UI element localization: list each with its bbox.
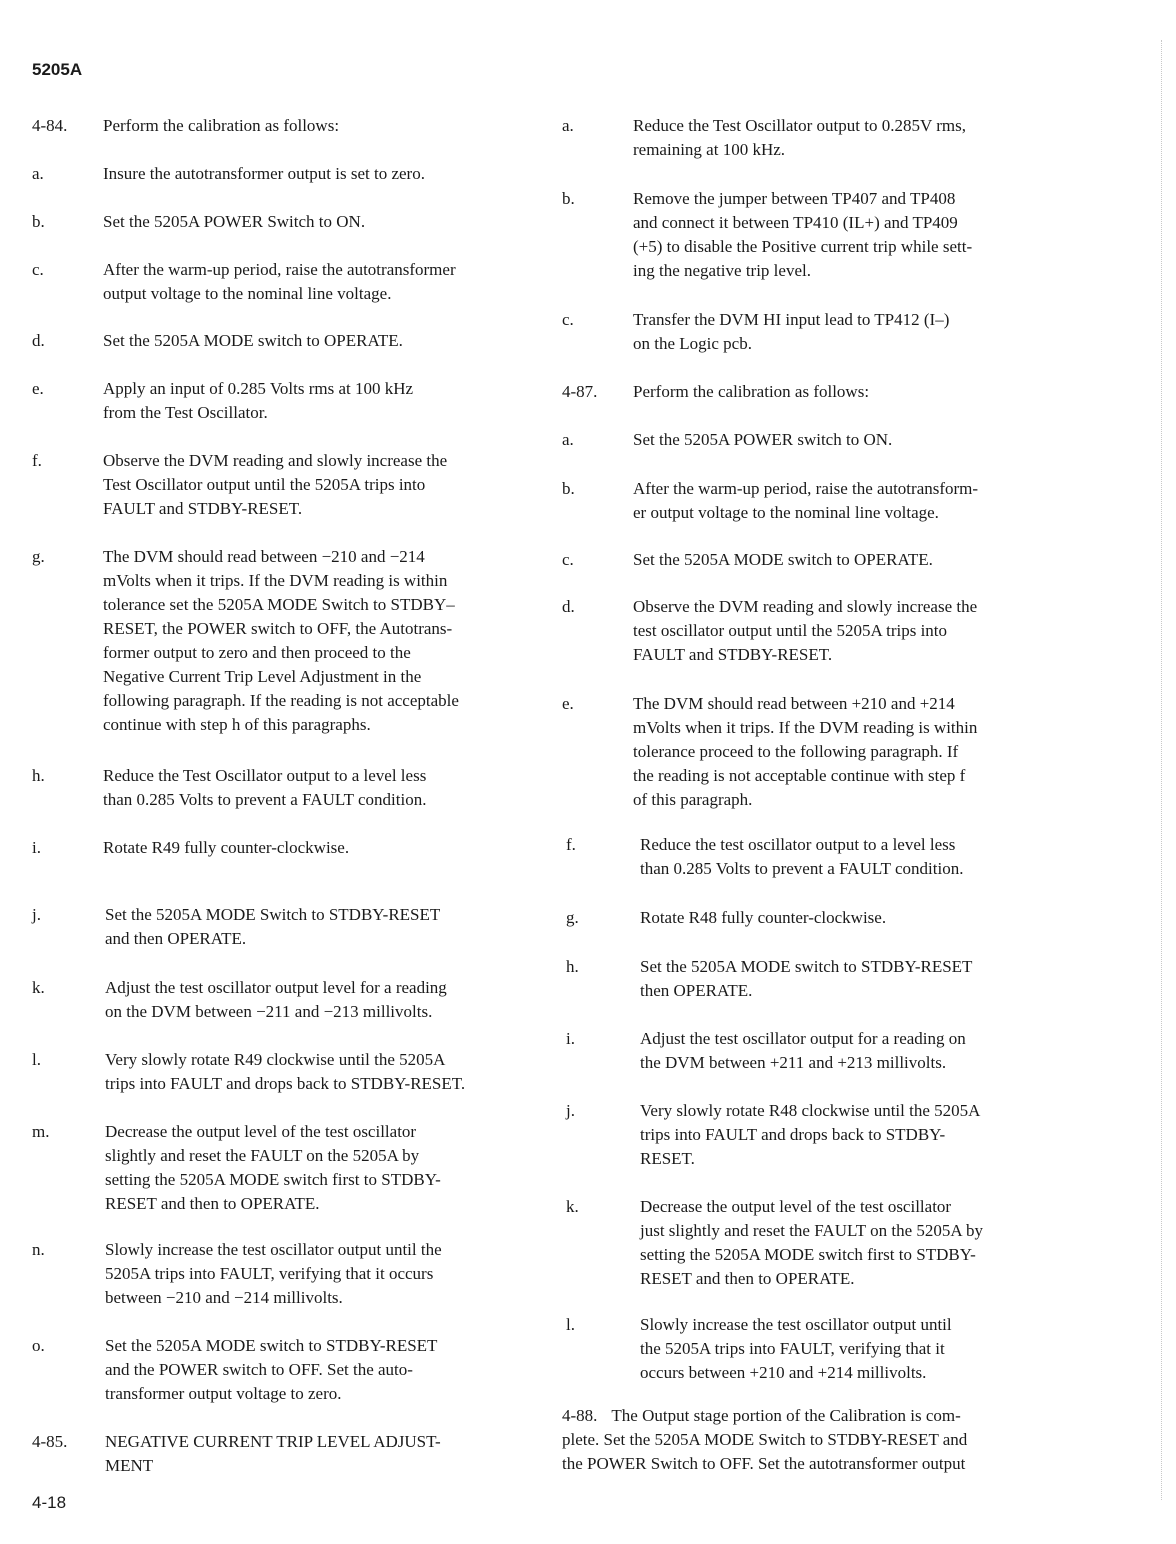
step-label: a. (32, 164, 44, 183)
step-label: c. (32, 260, 44, 279)
step-text-line: 5205A trips into FAULT, verifying that it occurs (105, 1264, 434, 1283)
step-text-line: Slowly increase the test oscillator output until (640, 1315, 952, 1334)
step-label: j. (32, 905, 41, 924)
step-label: e. (562, 694, 574, 713)
step-text-line: RESET. (640, 1149, 695, 1168)
step-text-line: trips into FAULT and drops back to STDBY-RESET. (105, 1074, 466, 1093)
paragraph-text-line: plete. Set the 5205A MODE Switch to STDBY-RESET and (562, 1430, 968, 1449)
step-text-line: Set the 5205A MODE switch to STDBY-RESET (640, 957, 973, 976)
step-label: g. (32, 547, 45, 566)
step-text-line: Set the 5205A MODE switch to OPERATE. (103, 331, 403, 350)
step-text-line: Reduce the Test Oscillator output to 0.285V rms, (633, 116, 966, 135)
scan-edge-marks (1157, 40, 1162, 1500)
section-heading-line: MENT (105, 1456, 154, 1475)
paragraph-4-88 (562, 1404, 967, 1476)
step-text-line: Test Oscillator output until the 5205A trips into (103, 475, 426, 494)
step-text-line: from the Test Oscillator. (103, 403, 268, 422)
step-text-line: Transfer the DVM HI input lead to TP412 (I–) (633, 310, 950, 329)
step-text-line: and the POWER switch to OFF. Set the auto- (105, 1360, 413, 1379)
step-label: c. (562, 550, 574, 569)
step-label: h. (32, 766, 45, 785)
paragraph-text-line: The Output stage portion of the Calibration is com- (611, 1406, 961, 1425)
step-label: d. (562, 597, 575, 616)
step-text-line: Rotate R48 fully counter-clockwise. (640, 908, 887, 927)
step-label: 4-87. (562, 382, 598, 401)
step-label: b. (562, 189, 575, 208)
step-text-line: Set the 5205A MODE switch to STDBY-RESET (105, 1336, 438, 1355)
step-text-line: Set the 5205A MODE switch to OPERATE. (633, 550, 933, 569)
step-text-line: Adjust the test oscillator output level for a reading (105, 978, 447, 997)
page-header-model: 5205A (32, 60, 83, 79)
step-text-line: tolerance proceed to the following paragraph. If (633, 742, 959, 761)
section-heading-line: NEGATIVE CURRENT TRIP LEVEL ADJUST- (105, 1432, 441, 1451)
step-text-line: output voltage to the nominal line voltage. (103, 284, 392, 303)
step-text-line: the reading is not acceptable continue with step f (633, 766, 966, 785)
step-text-line: on the Logic pcb. (633, 334, 752, 353)
step-text-line: occurs between +210 and +214 millivolts. (640, 1363, 927, 1382)
step-label: d. (32, 331, 45, 350)
step-text-line: RESET and then to OPERATE. (105, 1194, 320, 1213)
step-label: g. (566, 908, 579, 927)
step-label: l. (566, 1315, 575, 1334)
step-text-line: FAULT and STDBY-RESET. (103, 499, 303, 518)
step-text-line: Reduce the Test Oscillator output to a level less (103, 766, 427, 785)
step-text-line: Very slowly rotate R48 clockwise until the 5205A (640, 1101, 981, 1120)
step-text-line: Reduce the test oscillator output to a level less (640, 835, 956, 854)
step-label: n. (32, 1240, 45, 1259)
step-text-line: tolerance set the 5205A MODE Switch to STDBY– (103, 595, 455, 614)
step-label: b. (32, 212, 45, 231)
step-text-line: FAULT and STDBY-RESET. (633, 645, 833, 664)
step-text-line: mVolts when it trips. If the DVM reading is within (103, 571, 448, 590)
step-text-line: than 0.285 Volts to prevent a FAULT condition. (103, 790, 427, 809)
step-label: l. (32, 1050, 41, 1069)
step-text-line: following paragraph. If the reading is not acceptable (103, 691, 459, 710)
step-text-line: and connect it between TP410 (IL+) and TP409 (633, 213, 958, 232)
step-text-line: the DVM between +211 and +213 millivolts. (640, 1053, 947, 1072)
paragraph-number: 4-88. (562, 1406, 598, 1425)
step-text-line: Slowly increase the test oscillator output until the (105, 1240, 442, 1259)
step-label: f. (566, 835, 576, 854)
step-text-line: former output to zero and then proceed to the (103, 643, 411, 662)
step-label: h. (566, 957, 579, 976)
step-label: j. (566, 1101, 575, 1120)
step-text-line: RESET and then to OPERATE. (640, 1269, 855, 1288)
step-text-line: RESET, the POWER switch to OFF, the Autotrans- (103, 619, 453, 638)
step-text-line: between −210 and −214 millivolts. (105, 1288, 343, 1307)
step-text-line: Observe the DVM reading and slowly increase the (633, 597, 978, 616)
step-text-line: than 0.285 Volts to prevent a FAULT condition. (640, 859, 964, 878)
step-text-line: Insure the autotransformer output is set to zero. (103, 164, 425, 183)
step-label: i. (566, 1029, 575, 1048)
step-label: i. (32, 838, 41, 857)
step-label: o. (32, 1336, 45, 1355)
step-text-line: Decrease the output level of the test oscillator (640, 1197, 952, 1216)
step-text-line: remaining at 100 kHz. (633, 140, 786, 159)
step-text-line: setting the 5205A MODE switch first to STDBY- (105, 1170, 441, 1189)
step-text-line: mVolts when it trips. If the DVM reading is within (633, 718, 978, 737)
step-text-line: er output voltage to the nominal line voltage. (633, 503, 939, 522)
step-label: 4-85. (32, 1432, 68, 1451)
step-text-line: The DVM should read between +210 and +214 (633, 694, 955, 713)
paragraph-text-line: the POWER Switch to OFF. Set the autotransformer output (562, 1454, 966, 1473)
step-label: f. (32, 451, 42, 470)
step-text-line: test oscillator output until the 5205A trips into (633, 621, 948, 640)
step-text-line: Adjust the test oscillator output for a reading on (640, 1029, 966, 1048)
step-text-line: Set the 5205A POWER Switch to ON. (103, 212, 366, 231)
step-label: 4-84. (32, 116, 68, 135)
step-text-line: Remove the jumper between TP407 and TP408 (633, 189, 956, 208)
step-text-line: just slightly and reset the FAULT on the 5205A by (640, 1221, 983, 1240)
step-text-line: continue with step h of this paragraphs. (103, 715, 371, 734)
step-text-line: Decrease the output level of the test oscillator (105, 1122, 417, 1141)
step-text-line: transformer output voltage to zero. (105, 1384, 342, 1403)
step-label: a. (562, 430, 574, 449)
step-text-line: Observe the DVM reading and slowly increase the (103, 451, 448, 470)
step-text-line: and then OPERATE. (105, 929, 247, 948)
step-text-line: ing the negative trip level. (633, 261, 811, 280)
step-label: m. (32, 1122, 50, 1141)
page-number: 4-18 (32, 1493, 67, 1512)
step-text-line: setting the 5205A MODE switch first to STDBY- (640, 1245, 976, 1264)
step-text-line: Apply an input of 0.285 Volts rms at 100 kHz (103, 379, 414, 398)
step-text-line: Perform the calibration as follows: (103, 116, 340, 135)
step-text-line: Rotate R49 fully counter-clockwise. (103, 838, 350, 857)
step-text-line: on the DVM between −211 and −213 millivolts. (105, 1002, 433, 1021)
step-text-line: (+5) to disable the Positive current trip while sett- (633, 237, 973, 256)
step-text-line: trips into FAULT and drops back to STDBY- (640, 1125, 946, 1144)
step-label: e. (32, 379, 44, 398)
step-text-line: Very slowly rotate R49 clockwise until the 5205A (105, 1050, 446, 1069)
step-text-line: then OPERATE. (640, 981, 753, 1000)
step-text-line: Set the 5205A POWER switch to ON. (633, 430, 893, 449)
step-text-line: After the warm-up period, raise the autotransformer (103, 260, 456, 279)
step-label: b. (562, 479, 575, 498)
step-text-line: Perform the calibration as follows: (633, 382, 870, 401)
step-label: c. (562, 310, 574, 329)
step-text-line: slightly and reset the FAULT on the 5205A by (105, 1146, 420, 1165)
step-text-line: Set the 5205A MODE Switch to STDBY-RESET (105, 905, 441, 924)
step-text-line: After the warm-up period, raise the autotransform- (633, 479, 979, 498)
step-text-line: Negative Current Trip Level Adjustment in the (103, 667, 422, 686)
step-label: k. (566, 1197, 579, 1216)
step-text-line: The DVM should read between −210 and −214 (103, 547, 425, 566)
step-text-line: of this paragraph. (633, 790, 753, 809)
step-text-line: the 5205A trips into FAULT, verifying that it (640, 1339, 945, 1358)
step-label: k. (32, 978, 45, 997)
step-label: a. (562, 116, 574, 135)
